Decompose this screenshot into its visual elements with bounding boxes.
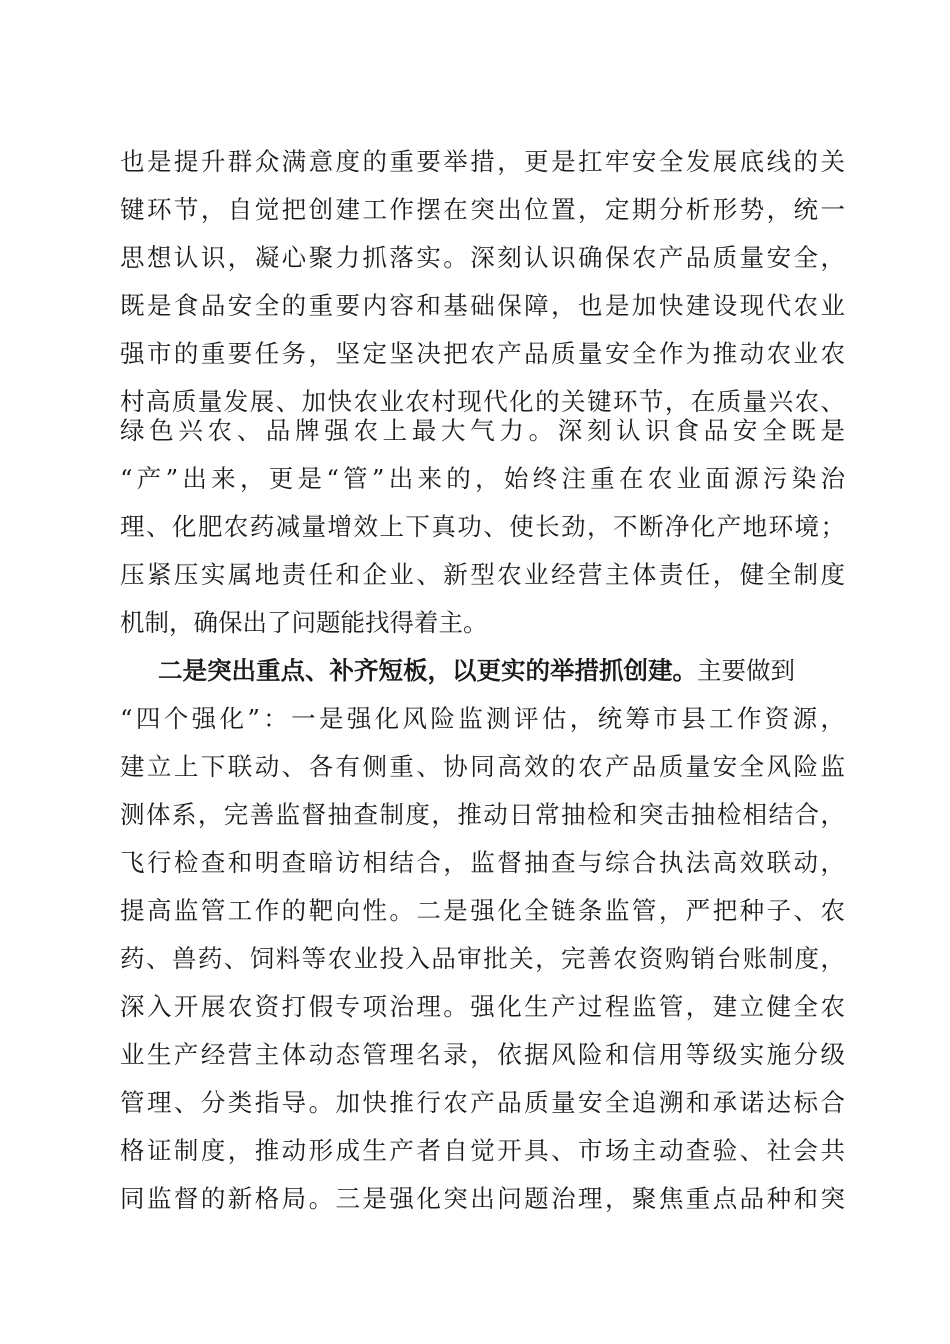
paragraph-line: 既是食品安全的重要内容和基础保障，也是加快建设现代农业 xyxy=(120,291,845,320)
paragraph-line: 药、兽药、饲料等农业投入品审批关，完善农资购销台账制度， xyxy=(120,944,845,973)
paragraph-text: 主要做到 xyxy=(697,656,795,685)
paragraph-line: 提高监管工作的靶向性。二是强化全链条监管，严把种子、农 xyxy=(120,896,845,925)
paragraph-line: 村高质量发展、加快农业农村现代化的关键环节，在质量兴农、 xyxy=(120,387,845,416)
paragraph-line: 建立上下联动、各有侧重、协同高效的农产品质量安全风险监 xyxy=(120,752,845,781)
paragraph-line: 格证制度，推动形成生产者自觉开具、市场主动查验、社会共 xyxy=(120,1136,845,1165)
paragraph-line: 绿色兴农、品牌强农上最大气力。深刻认识食品安全既是 xyxy=(120,416,845,445)
paragraph-first-line xyxy=(158,651,823,691)
paragraph-line: 业生产经营主体动态管理名录，依据风险和信用等级实施分级 xyxy=(120,1040,845,1069)
paragraph-line: 机制，确保出了问题能找得着主。 xyxy=(120,608,488,637)
paragraph-heading: 二是突出重点、补齐短板，以更实的举措抓创建。 xyxy=(158,656,697,685)
paragraph-line: 飞行检查和明查暗访相结合，监督抽查与综合执法高效联动， xyxy=(120,848,845,877)
paragraph-line: 键环节，自觉把创建工作摆在突出位置，定期分析形势，统一 xyxy=(120,195,845,224)
paragraph-line: 压紧压实属地责任和企业、新型农业经营主体责任，健全制度 xyxy=(120,560,845,589)
paragraph-line: 强市的重要任务，坚定坚决把农产品质量安全作为推动农业农 xyxy=(120,339,845,368)
paragraph-line: 也是提升群众满意度的重要举措，更是扛牢安全发展底线的关 xyxy=(120,147,845,176)
paragraph-line: 深入开展农资打假专项治理。强化生产过程监管，建立健全农 xyxy=(120,992,845,1021)
paragraph-line: 测体系，完善监督抽查制度，推动日常抽检和突击抽检相结合， xyxy=(120,800,845,829)
paragraph-line: 思想认识，凝心聚力抓落实。深刻认识确保农产品质量安全， xyxy=(120,243,845,272)
paragraph-line: 同监督的新格局。三是强化突出问题治理，聚焦重点品种和突 xyxy=(120,1184,845,1213)
paragraph-line: 管理、分类指导。加快推行农产品质量安全追溯和承诺达标合 xyxy=(120,1088,845,1117)
paragraph-line: “四个强化”：一是强化风险监测评估，统筹市县工作资源， xyxy=(120,704,845,733)
paragraph-line: 理、化肥农药减量增效上下真功、使长劲，不断净化产地环境； xyxy=(120,512,845,541)
paragraph-line: “产”出来，更是“管”出来的，始终注重在农业面源污染治 xyxy=(120,464,845,493)
